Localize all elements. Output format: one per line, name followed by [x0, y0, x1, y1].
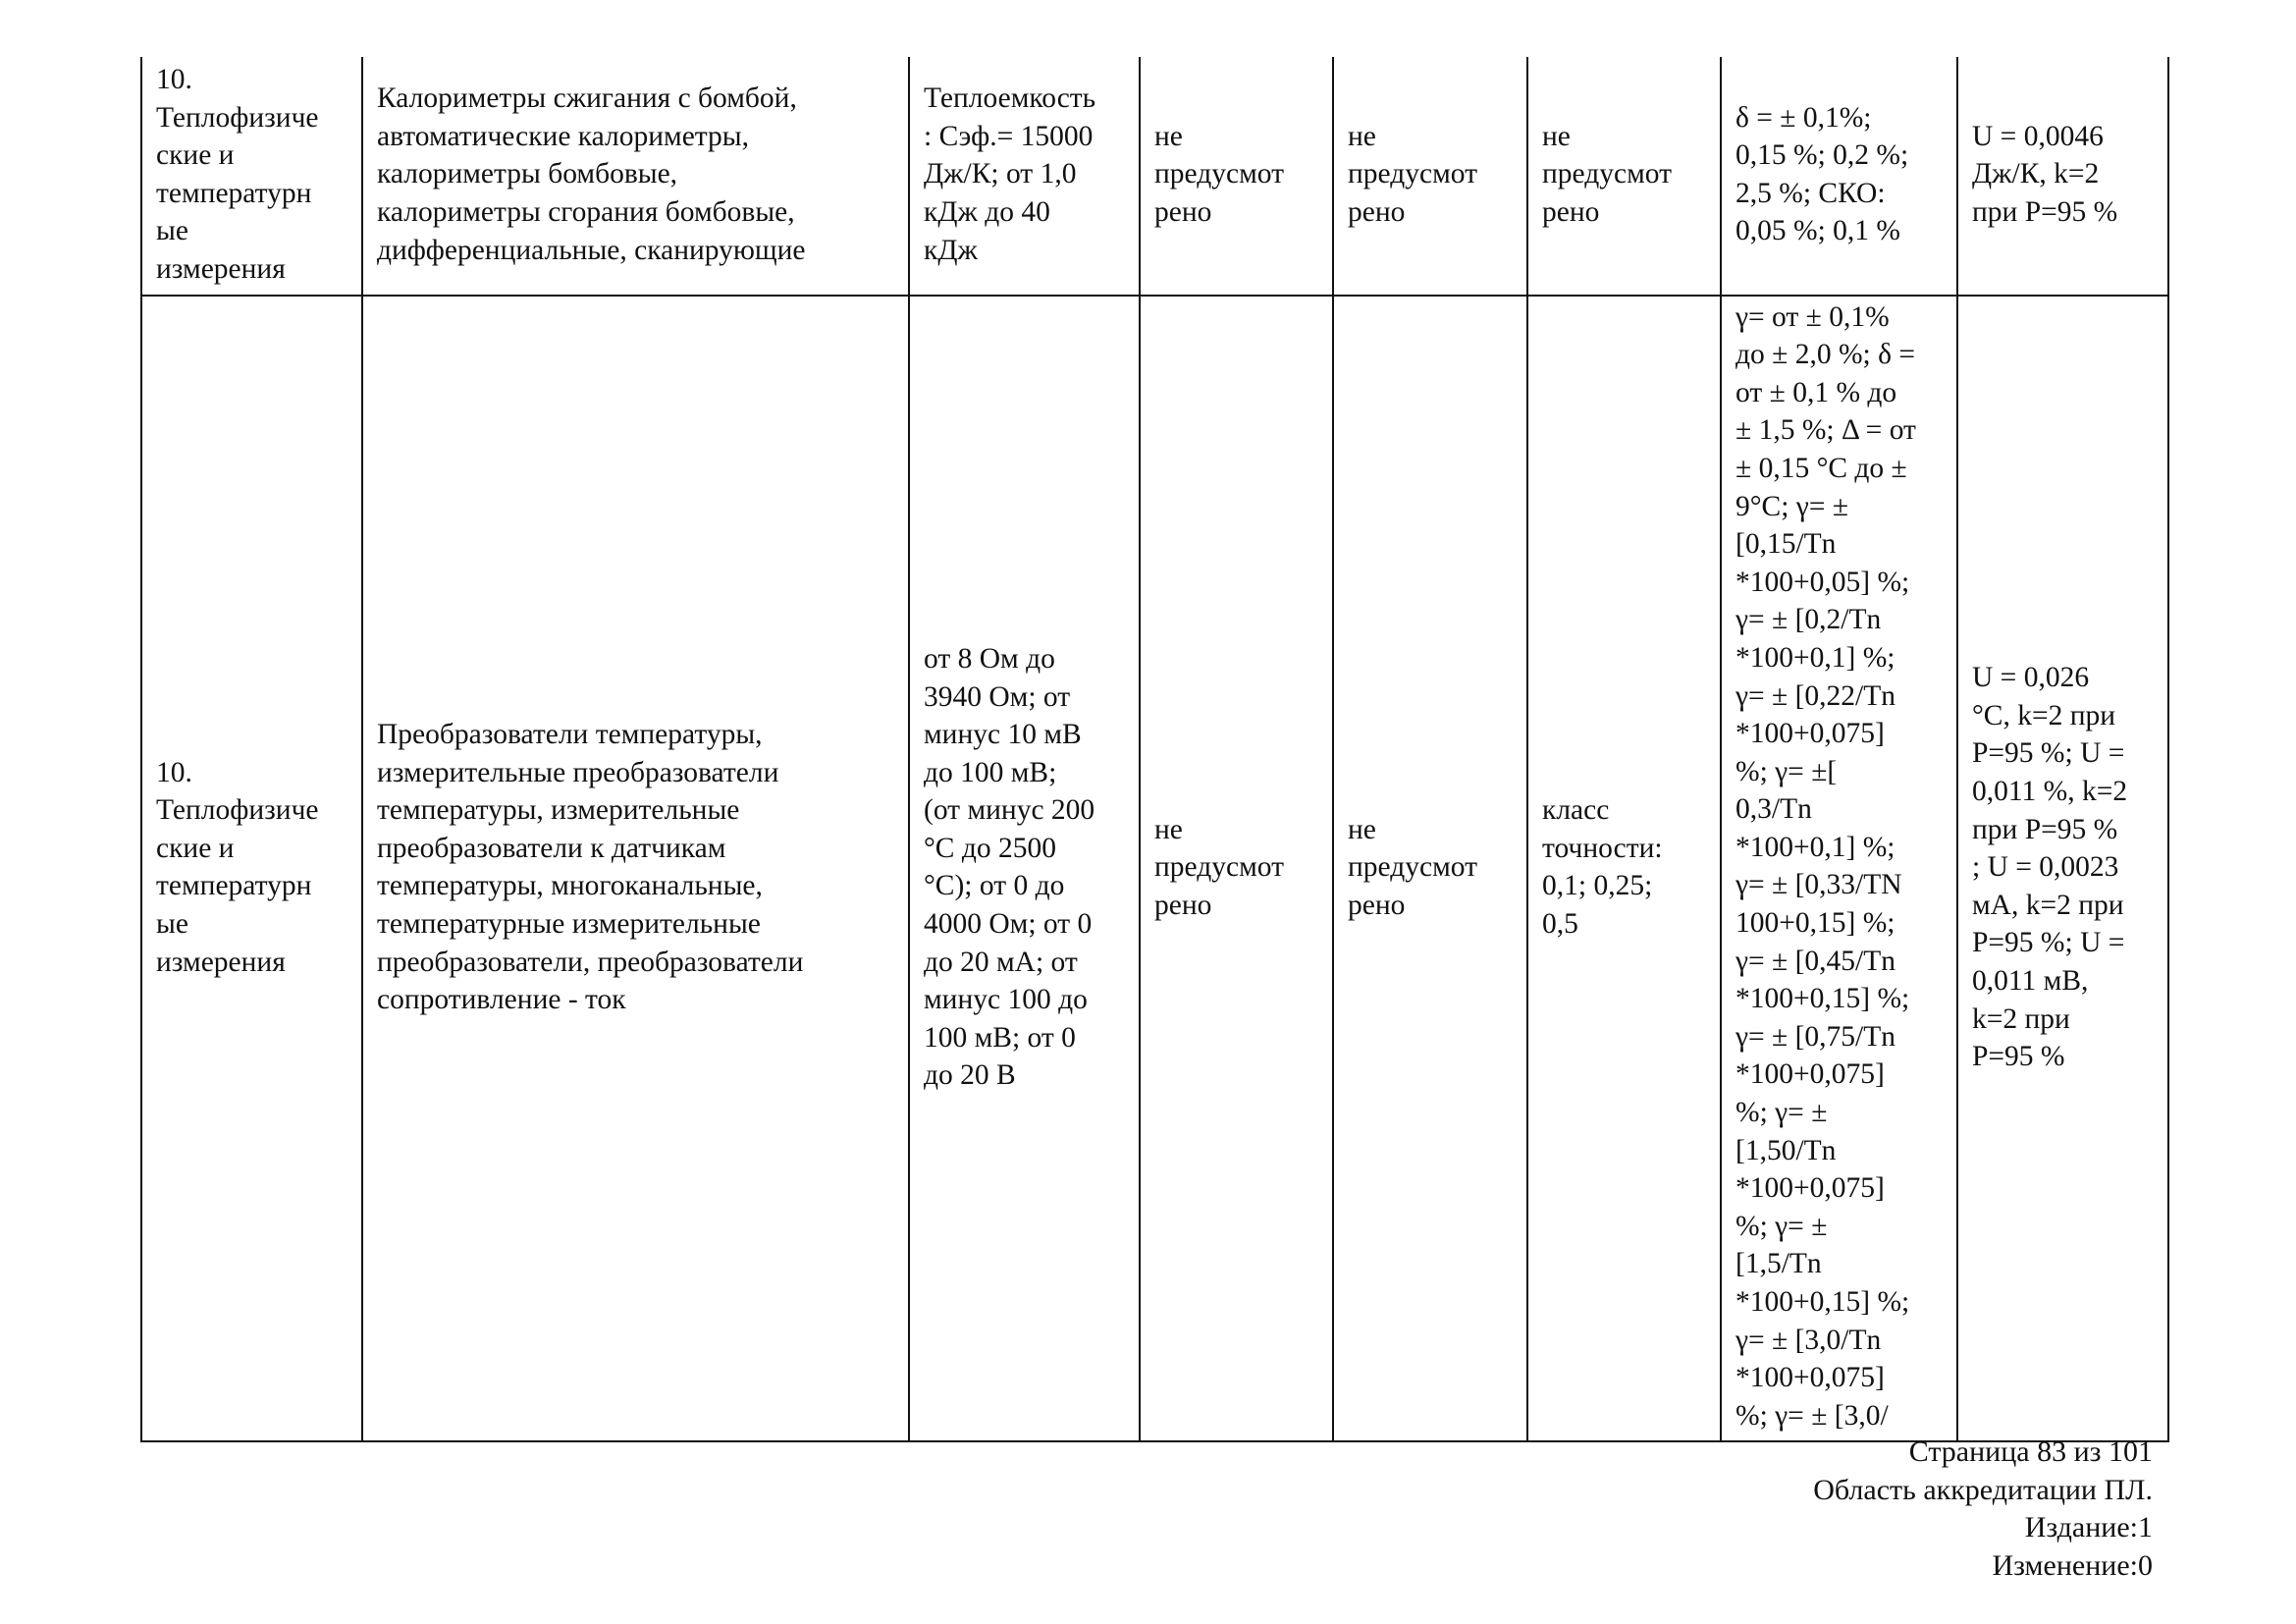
- document-title: Область аккредитации ПЛ.: [1813, 1473, 2153, 1506]
- cell-col5: [1333, 296, 1527, 1442]
- table-row: [141, 57, 2168, 296]
- cell-range: [909, 57, 1140, 296]
- page-footer: [1813, 1434, 2153, 1585]
- uncertainty-text: U = 0,0046 Дж/К, k=2 при Р=95 %: [1972, 120, 2118, 229]
- col6-text: не предусмот рено: [1542, 120, 1673, 229]
- col6-text: класс точности: 0,1; 0,25; 0,5: [1542, 794, 1663, 941]
- page-number: Страница 83 из 101: [1908, 1435, 2153, 1468]
- cell-col6: [1527, 296, 1721, 1442]
- cell-col4: [1140, 57, 1333, 296]
- change-label: Изменение:0: [1992, 1548, 2153, 1582]
- measurement-area-text: 10. Теплофизиче ские и температурн ые измерения: [156, 64, 319, 285]
- accuracy-text: δ = ± 0,1%; 0,15 %; 0,2 %; 2,5 %; СКО: 0,05 %; 0,1 %: [1735, 101, 1909, 247]
- instruments-text: Преобразователи температуры, измерительные преобразователи температуры, измерительные преобразователи к датчикам температуры, многоканальные, температурные измерительные преобразователи, преобразователи сопротивление - ток: [377, 719, 804, 1016]
- uncertainty-text: U = 0,026 °С, k=2 при Р=95 %; U = 0,011 %, k=2 при Р=95 % ; U = 0,0023 мА, k=2 при Р=95 %; U = 0,011 мВ, k=2 при Р=95 %: [1972, 662, 2128, 1073]
- cell-instruments: [362, 57, 909, 296]
- col4-text: не предусмот рено: [1154, 813, 1285, 921]
- cell-accuracy: [1721, 296, 1957, 1442]
- cell-col5: [1333, 57, 1527, 296]
- cell-instruments: [362, 296, 909, 1442]
- cell-uncertainty: [1957, 296, 2168, 1442]
- cell-measurement-area: [141, 296, 362, 1442]
- table-row: [141, 296, 2168, 1442]
- cell-col6: [1527, 57, 1721, 296]
- range-text: Теплоемкость : Сэф.= 15000 Дж/К; от 1,0 кДж до 40 кДж: [924, 82, 1096, 266]
- range-text: от 8 Ом до 3940 Ом; от минус 10 мВ до 100 мВ; (от минус 200 °С до 2500 °С); от 0 до 4000 Ом; от 0 до 20 мА; от минус 100 до 100 мВ; от 0 до 20 В: [924, 642, 1095, 1092]
- col5-text: не предусмот рено: [1348, 813, 1478, 921]
- cell-accuracy: [1721, 57, 1957, 296]
- edition-label: Издание:1: [2024, 1511, 2153, 1543]
- measurement-area-text: 10. Теплофизиче ские и температурн ые измерения: [156, 756, 319, 978]
- accuracy-text: γ= от ± 0,1% до ± 2,0 %; δ = от ± 0,1 % до ± 1,5 %; Δ = от ± 0,15 °С до ± 9°С; γ= ± [0,15/Tn *100+0,05] %; γ= ± [0,2/Tn *100+0,1] %; γ= ± [0,22/Tn *100+0,075] %; γ= ±[ 0,3/Tn *100+0,1] %; γ= ± [0,33/TN 100+0,15] %; γ= ± [0,45/Tn *100+0,15] %; γ= ± [0,75/Tn *100+0,075] %; γ= ± [1,50/Tn *100+0,075] %; γ= ± [1,5/Tn *100+0,15] %; γ= ± [3,0/Tn *100+0,075] %; γ= ± [3,0/: [1735, 300, 1916, 1432]
- cell-range: [909, 296, 1140, 1442]
- cell-uncertainty: [1957, 57, 2168, 296]
- col5-text: не предусмот рено: [1348, 120, 1478, 229]
- cell-measurement-area: [141, 57, 362, 296]
- cell-col4: [1140, 296, 1333, 1442]
- col4-text: не предусмот рено: [1154, 120, 1285, 229]
- instruments-text: Калориметры сжигания с бомбой, автоматические калориметры, калориметры бомбовые, калориметры сгорания бомбовые, дифференциальные, сканирующие: [377, 82, 806, 266]
- accreditation-table: [140, 57, 2169, 1442]
